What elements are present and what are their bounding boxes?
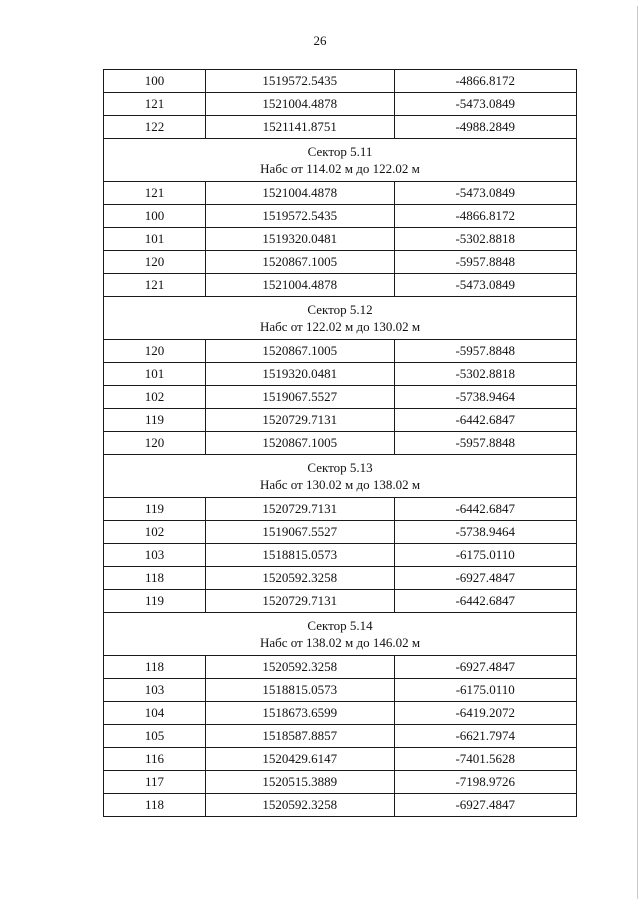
y-coordinate-cell: -4866.8172 xyxy=(394,205,576,228)
x-coordinate-cell: 1520867.1005 xyxy=(205,251,394,274)
point-number-cell: 103 xyxy=(104,679,206,702)
x-coordinate-cell: 1520729.7131 xyxy=(205,590,394,613)
point-number-cell: 120 xyxy=(104,432,206,455)
x-coordinate-cell: 1518815.0573 xyxy=(205,679,394,702)
point-number-cell: 102 xyxy=(104,386,206,409)
point-number-cell: 117 xyxy=(104,771,206,794)
y-coordinate-cell: -6927.4847 xyxy=(394,794,576,817)
coordinates-table xyxy=(103,69,577,817)
table-row xyxy=(104,679,577,702)
point-number-cell: 121 xyxy=(104,274,206,297)
table-row xyxy=(104,340,577,363)
table-row xyxy=(104,567,577,590)
point-number-cell: 100 xyxy=(104,205,206,228)
x-coordinate-cell: 1519320.0481 xyxy=(205,363,394,386)
x-coordinate-cell: 1519572.5435 xyxy=(205,70,394,93)
x-coordinate-cell: 1520515.3889 xyxy=(205,771,394,794)
page-number: 26 xyxy=(313,33,327,48)
y-coordinate-cell: -6442.6847 xyxy=(394,590,576,613)
x-coordinate-cell: 1520729.7131 xyxy=(205,409,394,432)
point-number-cell: 102 xyxy=(104,521,206,544)
y-coordinate-cell: -7401.5628 xyxy=(394,748,576,771)
sector-height-range: Набс от 114.02 м до 122.02 м xyxy=(260,161,420,176)
x-coordinate-cell: 1518815.0573 xyxy=(205,544,394,567)
y-coordinate-cell: -5957.8848 xyxy=(394,340,576,363)
point-number-cell: 105 xyxy=(104,725,206,748)
table-row xyxy=(104,363,577,386)
x-coordinate-cell: 1519572.5435 xyxy=(205,205,394,228)
table-row xyxy=(104,386,577,409)
sector-title: Сектор 5.14 xyxy=(307,618,373,633)
sector-title: Сектор 5.11 xyxy=(307,144,373,159)
x-coordinate-cell: 1518673.6599 xyxy=(205,702,394,725)
table-row xyxy=(104,251,577,274)
sector-header-cell xyxy=(104,139,577,182)
point-number-cell: 119 xyxy=(104,590,206,613)
x-coordinate-cell: 1520592.3258 xyxy=(205,567,394,590)
table-row xyxy=(104,228,577,251)
y-coordinate-cell: -4866.8172 xyxy=(394,70,576,93)
y-coordinate-cell: -7198.9726 xyxy=(394,771,576,794)
point-number-cell: 121 xyxy=(104,93,206,116)
x-coordinate-cell: 1520429.6147 xyxy=(205,748,394,771)
table-row xyxy=(104,771,577,794)
table-row xyxy=(104,794,577,817)
table-row xyxy=(104,93,577,116)
table-row xyxy=(104,748,577,771)
x-coordinate-cell: 1519067.5527 xyxy=(205,521,394,544)
point-number-cell: 119 xyxy=(104,409,206,432)
point-number-cell: 100 xyxy=(104,70,206,93)
y-coordinate-cell: -5957.8848 xyxy=(394,432,576,455)
y-coordinate-cell: -6175.0110 xyxy=(394,544,576,567)
sector-header-cell xyxy=(104,455,577,498)
table-row xyxy=(104,544,577,567)
y-coordinate-cell: -6419.2072 xyxy=(394,702,576,725)
table-row xyxy=(104,182,577,205)
table-row xyxy=(104,116,577,139)
table-row xyxy=(104,432,577,455)
y-coordinate-cell: -6175.0110 xyxy=(394,679,576,702)
table-row xyxy=(104,274,577,297)
sector-header-cell xyxy=(104,297,577,340)
x-coordinate-cell: 1521004.4878 xyxy=(205,182,394,205)
y-coordinate-cell: -5302.8818 xyxy=(394,363,576,386)
sector-height-range: Набс от 130.02 м до 138.02 м xyxy=(259,477,421,492)
point-number-cell: 120 xyxy=(104,251,206,274)
table-row xyxy=(104,590,577,613)
x-coordinate-cell: 1520867.1005 xyxy=(205,432,394,455)
point-number-cell: 122 xyxy=(104,116,206,139)
point-number-cell: 118 xyxy=(104,656,206,679)
y-coordinate-cell: -6442.6847 xyxy=(394,409,576,432)
sector-header-cell xyxy=(104,613,577,656)
sector-header-row xyxy=(104,139,577,182)
table-row xyxy=(104,521,577,544)
x-coordinate-cell: 1520592.3258 xyxy=(205,656,394,679)
sector-header-row xyxy=(104,297,577,340)
x-coordinate-cell: 1520867.1005 xyxy=(205,340,394,363)
sector-height-range: Набс от 122.02 м до 130.02 м xyxy=(259,319,421,334)
y-coordinate-cell: -5473.0849 xyxy=(394,274,576,297)
y-coordinate-cell: -5473.0849 xyxy=(394,93,576,116)
point-number-cell: 101 xyxy=(104,228,206,251)
table-row xyxy=(104,725,577,748)
point-number-cell: 119 xyxy=(104,498,206,521)
table-row xyxy=(104,498,577,521)
x-coordinate-cell: 1519067.5527 xyxy=(205,386,394,409)
x-coordinate-cell: 1521141.8751 xyxy=(205,116,394,139)
x-coordinate-cell: 1520592.3258 xyxy=(205,794,394,817)
point-number-cell: 118 xyxy=(104,794,206,817)
y-coordinate-cell: -5738.9464 xyxy=(394,386,576,409)
point-number-cell: 116 xyxy=(104,748,206,771)
sector-header-row xyxy=(104,455,577,498)
table-row xyxy=(104,205,577,228)
point-number-cell: 118 xyxy=(104,567,206,590)
point-number-cell: 103 xyxy=(104,544,206,567)
sector-title: Сектор 5.13 xyxy=(307,460,373,475)
x-coordinate-cell: 1518587.8857 xyxy=(205,725,394,748)
y-coordinate-cell: -6927.4847 xyxy=(394,656,576,679)
table-row xyxy=(104,656,577,679)
point-number-cell: 104 xyxy=(104,702,206,725)
page-edge-line xyxy=(637,6,638,899)
sector-header-row xyxy=(104,613,577,656)
y-coordinate-cell: -6621.7974 xyxy=(394,725,576,748)
y-coordinate-cell: -5738.9464 xyxy=(394,521,576,544)
x-coordinate-cell: 1521004.4878 xyxy=(205,274,394,297)
y-coordinate-cell: -6927.4847 xyxy=(394,567,576,590)
y-coordinate-cell: -4988.2849 xyxy=(394,116,576,139)
coordinates-table-body xyxy=(104,70,577,817)
table-row xyxy=(104,702,577,725)
sector-title: Сектор 5.12 xyxy=(307,302,373,317)
table-row xyxy=(104,409,577,432)
y-coordinate-cell: -5302.8818 xyxy=(394,228,576,251)
x-coordinate-cell: 1521004.4878 xyxy=(205,93,394,116)
point-number-cell: 101 xyxy=(104,363,206,386)
y-coordinate-cell: -5957.8848 xyxy=(394,251,576,274)
x-coordinate-cell: 1520729.7131 xyxy=(205,498,394,521)
y-coordinate-cell: -6442.6847 xyxy=(394,498,576,521)
sector-height-range: Набс от 138.02 м до 146.02 м xyxy=(259,635,421,650)
table-row xyxy=(104,70,577,93)
y-coordinate-cell: -5473.0849 xyxy=(394,182,576,205)
point-number-cell: 121 xyxy=(104,182,206,205)
x-coordinate-cell: 1519320.0481 xyxy=(205,228,394,251)
point-number-cell: 120 xyxy=(104,340,206,363)
